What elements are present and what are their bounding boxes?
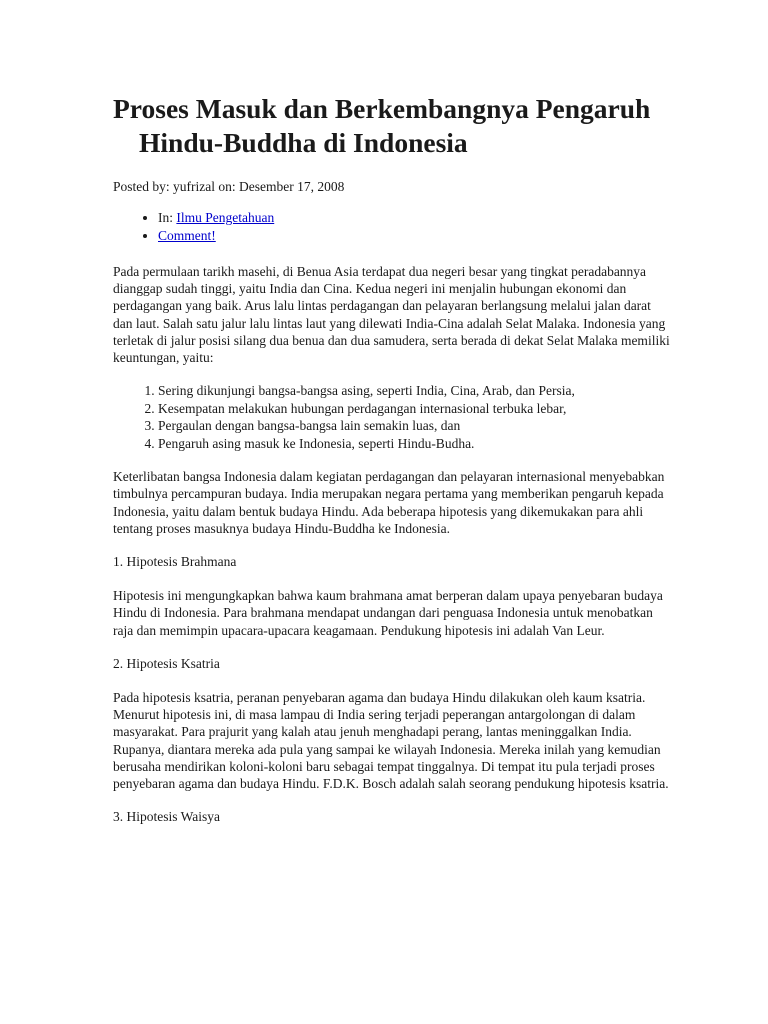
list-item: 4. Pengaruh asing masuk ke Indonesia, seperti Hindu-Budha. [158,435,672,453]
list-item: 2. Kesempatan melakukan hubungan perdagangan internasional terbuka lebar, [158,400,672,418]
advantages-list [113,382,672,452]
ksatria-paragraph: Pada hipotesis ksatria, peranan penyebaran agama dan budaya Hindu dilakukan oleh kaum ksatria. Menurut hipotesis ini, di masa lampau di India sering terjadi peperangan antargolongan di dalam masyarakat. Para prajurit yang kalah atau jenuh menghadapi perang, lantas meninggalkan India. Rupanya, diantara mereka ada pula yang sampai ke wilayah Indonesia. Mereka inilah yang kemudian berusaha mendirikan koloni-koloni baru sebagai tempat tinggalnya. Di tempat itu pula terjadi proses penyebaran agama dan budaya Hindu. F.D.K. Bosch adalah salah seorang pendukung hipotesis ksatria. [113,690,669,792]
list-item: 3. Pergaulan dengan bangsa-bangsa lain semakin luas, dan [158,417,672,435]
post-links [113,209,672,245]
culture-paragraph: Keterlibatan bangsa Indonesia dalam kegiatan perdagangan dan pelayaran internasional menyebabkan timbulnya percampuran budaya. India merupakan negara pertama yang memberikan pengaruh kepada Indonesia, yaitu dalam bentuk budaya Hindu. Ada beberapa hipotesis yang dikemukakan para ahli tentang proses masuknya budaya Hindu-Buddha ke Indonesia. [113,469,665,536]
section-heading-ksatria: 2. Hipotesis Ksatria [113,655,220,671]
list-item: 1. Sering dikunjungi bangsa-bangsa asing, seperti India, Cina, Arab, dan Persia, [158,382,672,400]
post-meta: Posted by: yufrizal on: Desember 17, 2008 [113,179,345,194]
brahmana-paragraph: Hipotesis ini mengungkapkan bahwa kaum brahmana amat berperan dalam upaya penyebaran budaya Hindu di Indonesia. Para brahmana mendapat undangan dari penguasa Indonesia untuk menobatkan raja dan memimpin upacara-upacara keagamaan. Pendukung hipotesis ini adalah Van Leur. [113,588,663,638]
section-heading-waisya: 3. Hipotesis Waisya [113,809,221,825]
section-heading-brahmana: 1. Hipotesis Brahmana [113,554,237,570]
comment-link[interactable]: Comment! [158,228,216,243]
category-item [158,209,672,227]
article-title: Proses Masuk dan Berkembangnya Pengaruh Hindu-Buddha di Indonesia [113,93,651,158]
comment-item [158,227,672,245]
category-link[interactable]: Ilmu Pengetahuan [176,210,275,225]
category-prefix: In: [158,210,177,225]
intro-paragraph: Pada permulaan tarikh masehi, di Benua Asia terdapat dua negeri besar yang tingkat peradabannya dianggap sudah tinggi, yaitu India dan Cina. Kedua negeri ini menjalin hubungan ekonomi dan perdagangan yang baik. Arus lalu lintas perdagangan dan pelayaran berlangsung melalui jalan darat dan laut. Salah satu jalur lalu lintas laut yang dilewati India-Cina adalah Selat Malaka. Indonesia yang terletak di jalur posisi silang dua benua dan dua samudera, serta berada di dekat Selat Malaka memiliki keuntungan, yaitu: [113,264,670,366]
